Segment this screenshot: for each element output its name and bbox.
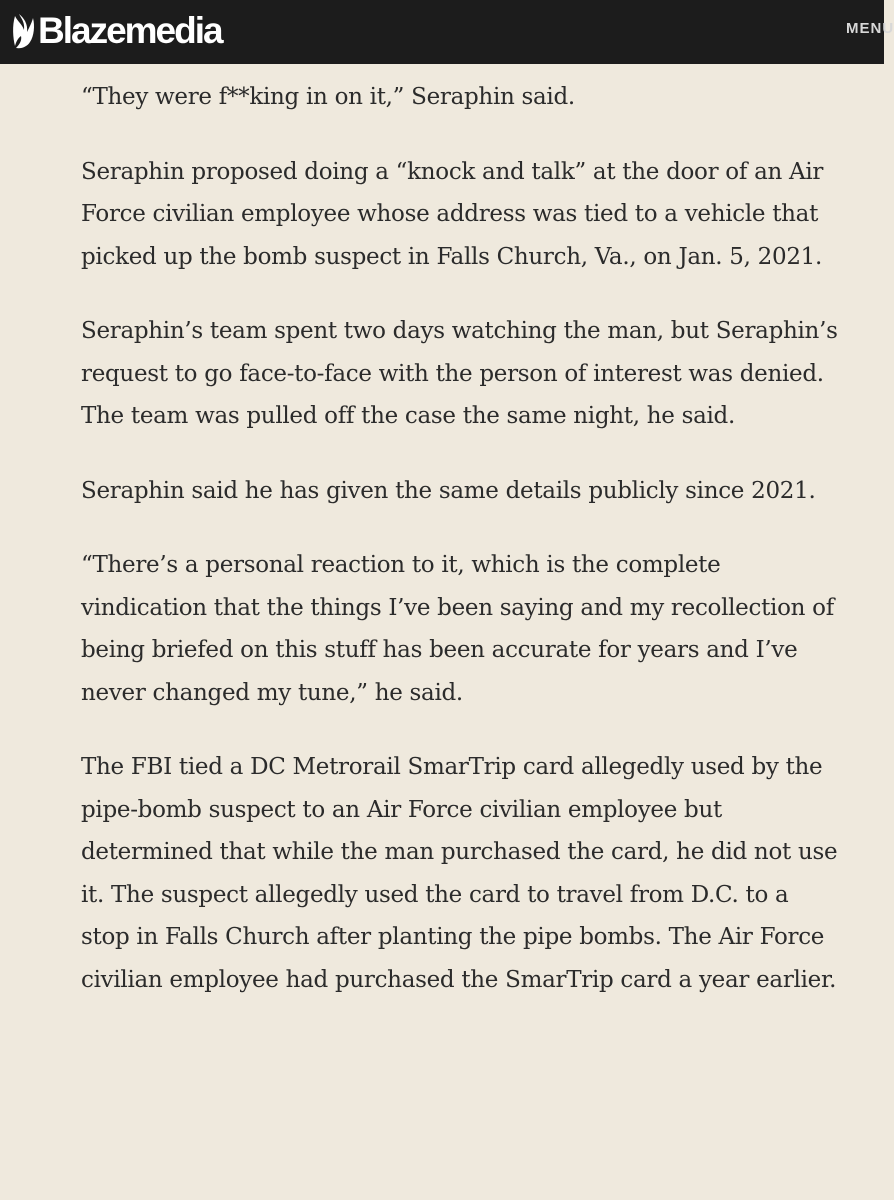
article-paragraph: “They were f**king in on it,” Seraphin said. [81, 84, 575, 110]
article-paragraph: Seraphin’s team spent two days watching the man, but Seraphin’s request to go face-to-face with the person of interest was denied. The team was pulled off the case the same night, he said. [81, 318, 838, 429]
menu-button[interactable]: MENU [846, 20, 894, 37]
article-paragraph: “There’s a personal reaction to it, which is the complete vindication that the things I’ve been saying and my recollection of being briefed on this stuff has been accurate for years and I’ve never changed my tune,” he said. [81, 552, 834, 706]
article-body [81, 76, 841, 1033]
article-paragraph: The FBI tied a DC Metrorail SmarTrip card allegedly used by the pipe-bomb suspect to an Air Force civilian employee but determined that while the man purchased the card, he did not use it. The suspect allegedly used the card to travel from D.C. to a stop in Falls Church after planting the pipe bombs. The Air Force civilian employee had purchased the SmarTrip card a year earlier. [81, 754, 838, 993]
logo-wordmark [38, 8, 222, 54]
logo-media: media [124, 10, 222, 51]
blazemedia-logo[interactable] [12, 8, 222, 54]
article-paragraph: Seraphin said he has given the same details publicly since 2021. [81, 477, 816, 504]
flame-icon [12, 12, 36, 50]
site-header [0, 0, 894, 64]
logo-brand: Blaze [38, 10, 125, 51]
article-paragraph: Seraphin proposed doing a “knock and talk” at the door of an Air Force civilian employee whose address was tied to a vehicle that picked up the bomb suspect in Falls Church, Va., on Jan. 5, 2021. [81, 158, 824, 270]
